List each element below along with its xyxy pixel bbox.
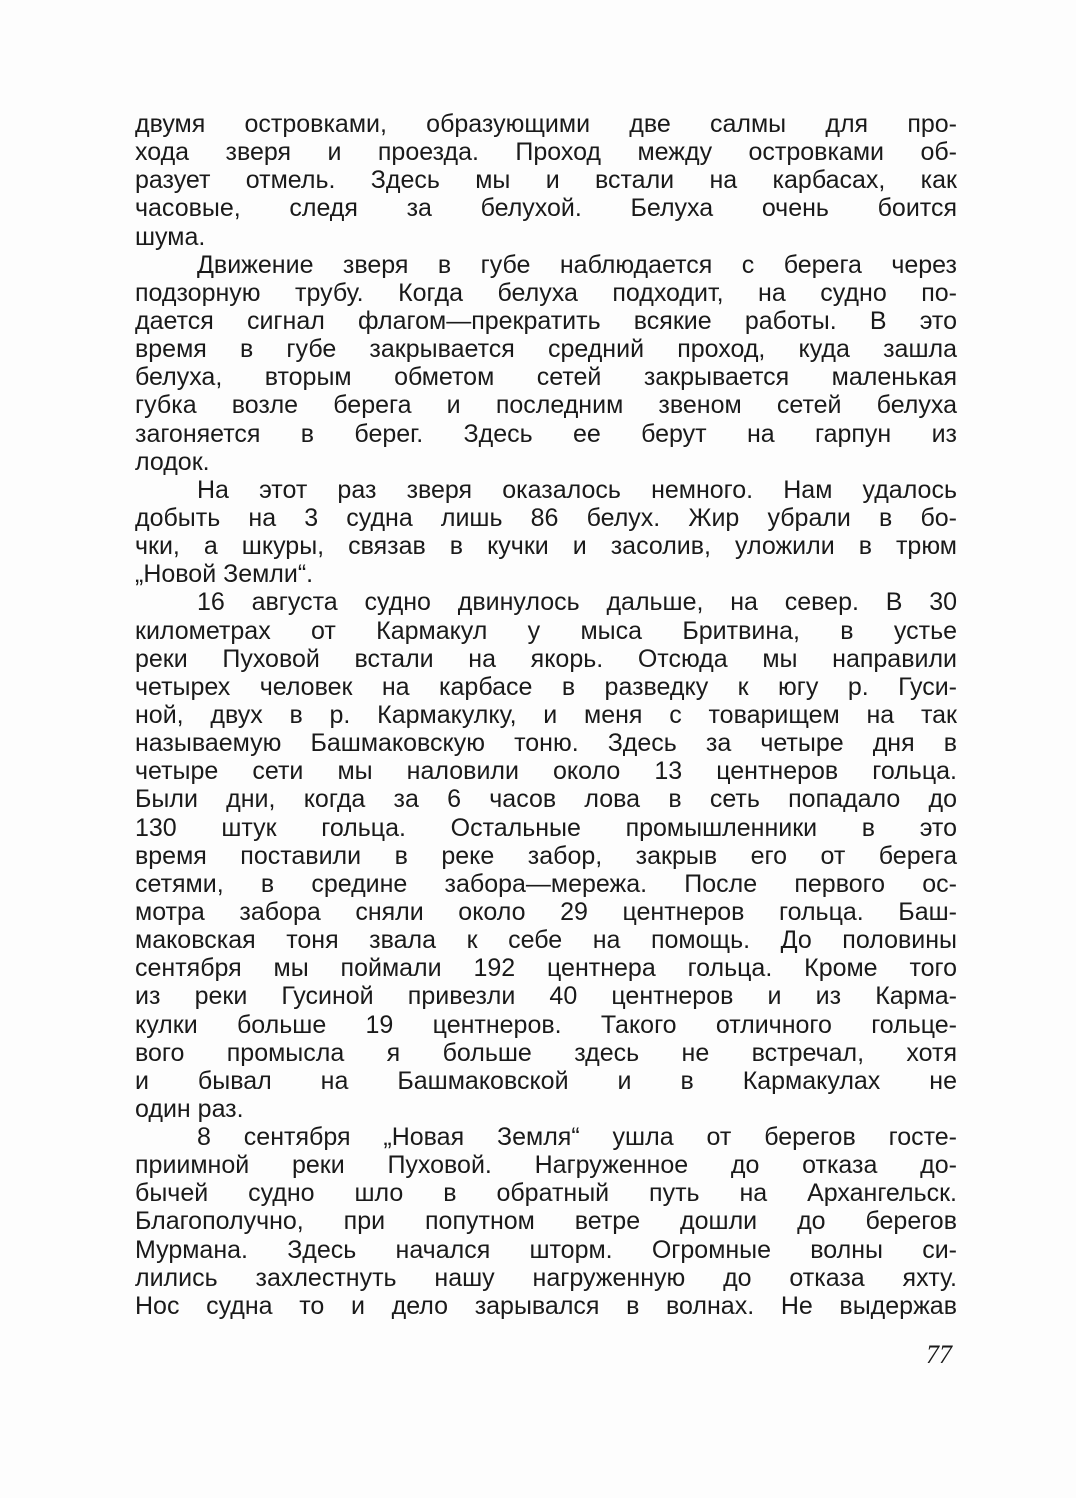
text-line: и бывал на Башмаковской и в Кармакулах не — [135, 1066, 957, 1095]
text-line: лодок. — [135, 447, 210, 476]
text-line: Были дни, когда за 6 часов лова в сеть попадало до — [135, 785, 957, 814]
text-line: 130 штук гольца. Остальные промышленники в это — [135, 813, 957, 842]
text-line: подзорную трубу. Когда белуха подходит, на судно по- — [135, 278, 957, 307]
text-line: кулки больше 19 центнеров. Такого отличного гольце- — [135, 1010, 957, 1039]
paragraph — [135, 476, 957, 589]
body-text — [135, 110, 957, 1320]
text-line: хода зверя и проезда. Проход между островками об- — [135, 138, 957, 167]
text-line: ной, двух в р. Кармакулку, и меня с товарищем на так — [135, 700, 957, 729]
text-line: четырех человек на карбасе в разведку к югу р. Гуси- — [135, 672, 957, 701]
text-line: разует отмель. Здесь мы и встали на карбасах, как — [135, 166, 957, 195]
text-line: двумя островками, образующими две салмы для про- — [135, 110, 957, 138]
page-number: 77 — [926, 1340, 952, 1369]
text-line: приимной реки Пуховой. Нагруженное до отказа до- — [135, 1151, 957, 1180]
text-line: бычей судно шло в обратный путь на Архангельск. — [135, 1179, 957, 1208]
text-line: сентября мы поймали 192 центнера гольца. Кроме того — [135, 954, 957, 983]
text-line: шума. — [135, 222, 206, 251]
paragraph — [135, 110, 957, 251]
text-line: „Новой Земли“. — [135, 560, 314, 589]
text-line: На этот раз зверя оказалось немного. Нам удалось — [197, 475, 957, 504]
text-line: губка возле берега и последним звеном сетей белуха — [135, 391, 957, 420]
text-line: реки Пуховой встали на якорь. Отсюда мы направили — [135, 644, 957, 673]
text-line: вого промысла я больше здесь не встречал, хотя — [135, 1038, 957, 1067]
text-line: Мурмана. Здесь начался шторм. Огромные волны си- — [135, 1235, 957, 1264]
text-line: загоняется в берег. Здесь ее берут на гарпун из — [135, 419, 957, 448]
text-line: чки, а шкуры, связав в кучки и засолив, уложили в трюм — [135, 532, 957, 561]
text-line: маковская тоня звала к себе на помощь. До половины — [135, 926, 957, 955]
text-line: Движение зверя в губе наблюдается с берега через — [197, 250, 957, 279]
paragraph — [135, 588, 957, 1123]
text-line: один раз. — [135, 1094, 244, 1123]
text-line: мотра забора сняли около 29 центнеров гольца. Баш- — [135, 897, 957, 926]
text-line: белуха, вторым обметом сетей закрывается маленькая — [135, 363, 957, 392]
paragraph — [135, 1123, 957, 1320]
text-line: называемую Башмаковскую тоню. Здесь за четыре дня в — [135, 729, 957, 758]
text-line: четыре сети мы наловили около 13 центнеров гольца. — [135, 757, 957, 786]
text-line: время поставили в реке забор, закрыв его от берега — [135, 841, 957, 870]
paragraph — [135, 251, 957, 476]
text-line: добыть на 3 судна лишь 86 белух. Жир убрали в бо- — [135, 503, 957, 532]
text-line: часовые, следя за белухой. Белуха очень боится — [135, 194, 957, 223]
text-line: 8 сентября „Новая Земля“ ушла от берегов госте- — [197, 1123, 957, 1152]
text-line: дается сигнал флагом—прекратить всякие работы. В это — [135, 306, 957, 335]
text-line: Нос судна то и дело зарывался в волнах. Не выдержав — [135, 1291, 957, 1320]
text-line: из реки Гусиной привезли 40 центнеров и из Карма- — [135, 982, 957, 1011]
text-line: время в губе закрывается средний проход, куда зашла — [135, 335, 957, 364]
text-line: лились захлестнуть нашу нагруженную до отказа яхту. — [135, 1263, 957, 1292]
text-line: 16 августа судно двинулось дальше, на север. В 30 — [197, 588, 957, 617]
text-line: километрах от Кармакул у мыса Бритвина, в устье — [135, 616, 957, 645]
text-line: Благополучно, при попутном ветре дошли до берегов — [135, 1207, 957, 1236]
text-line: сетями, в средине забора—мережа. После первого ос- — [135, 869, 957, 898]
